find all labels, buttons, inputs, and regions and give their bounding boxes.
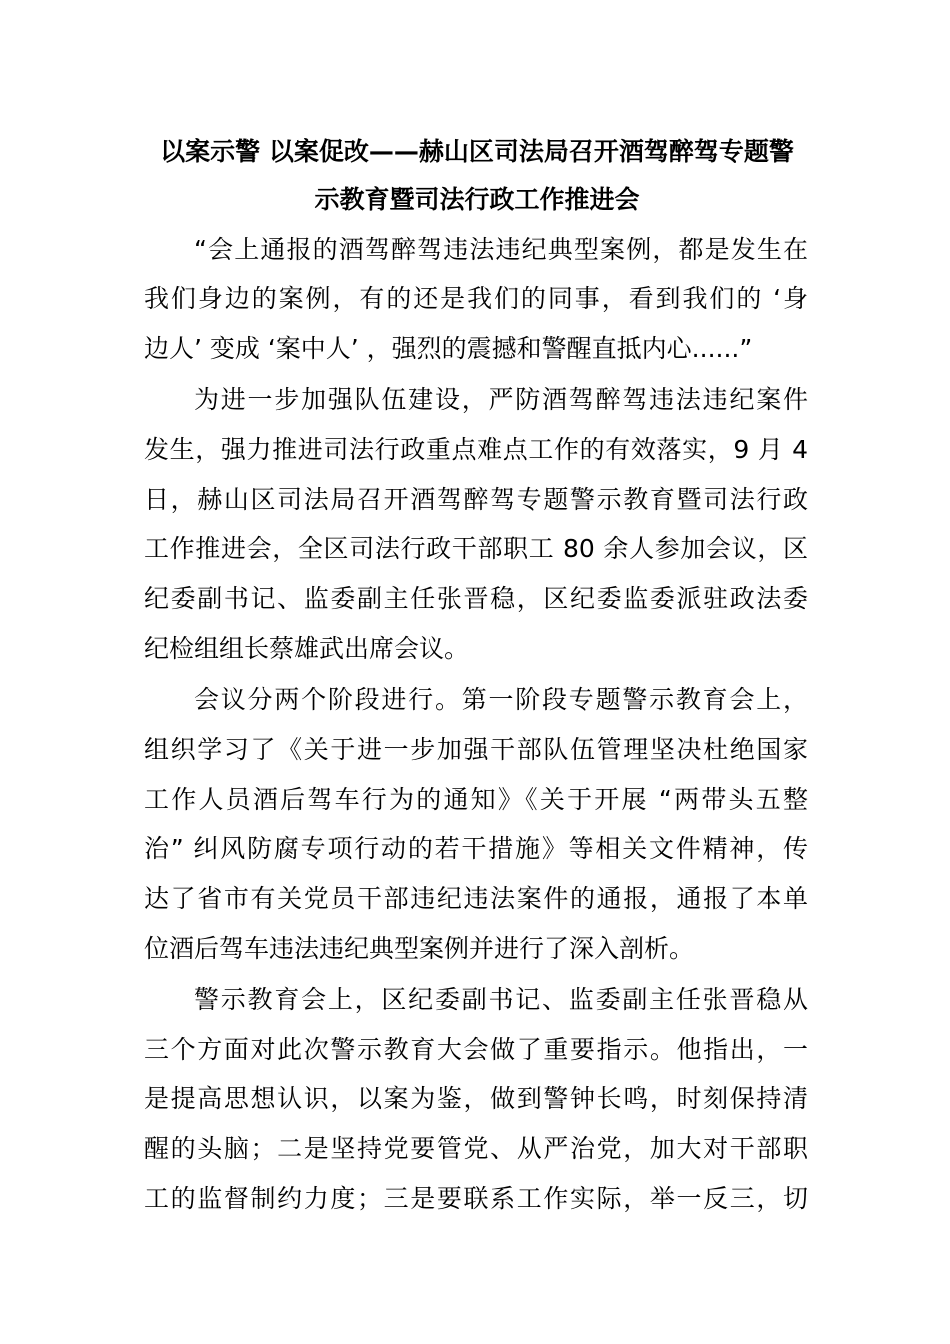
paragraph-1-line-2: 我们身边的案例，有的还是我们的同事，看到我们的 ‘身 <box>144 284 808 313</box>
paragraph-4-line-4: 醒的头脑；二是坚持党要管党、从严治党，加大对干部职 <box>144 1134 808 1163</box>
paragraph-4-line-2: 三个方面对此次警示教育大会做了重要指示。他指出，一 <box>144 1035 808 1064</box>
paragraph-2-line-5: 纪委副书记、监委副主任张晋稳，区纪委监委派驻政法委 <box>144 584 808 613</box>
paragraph-1-line-1: “会上通报的酒驾醉驾违法违纪典型案例，都是发生在 <box>194 235 808 264</box>
paragraph-3-line-6: 位酒后驾车违法违纪典型案例并进行了深入剖析。 <box>144 934 695 963</box>
paragraph-2-line-4: 工作推进会，全区司法行政干部职工 80 余人参加会议，区 <box>144 534 808 563</box>
document-title-line-2: 示教育暨司法行政工作推进会 <box>314 185 640 214</box>
paragraph-3-line-1: 会议分两个阶段进行。第一阶段专题警示教育会上， <box>194 685 808 714</box>
paragraph-4-line-3: 是提高思想认识，以案为鉴，做到警钟长鸣，时刻保持清 <box>144 1084 808 1113</box>
paragraph-3-line-5: 达了省市有关党员干部违纪违法案件的通报，通报了本单 <box>144 884 808 913</box>
paragraph-4-line-1: 警示教育会上，区纪委副书记、监委副主任张晋稳从 <box>194 985 808 1014</box>
paragraph-1-line-3: 边人’ 变成 ‘案中人’ ，强烈的震撼和警醒直抵内心......” <box>144 334 753 363</box>
paragraph-3-line-4: 治” 纠风防腐专项行动的若干措施》等相关文件精神，传 <box>144 834 808 863</box>
paragraph-3-line-2: 组织学习了《关于进一步加强干部队伍管理坚决杜绝国家 <box>144 735 808 764</box>
paragraph-2-line-2: 发生，强力推进司法行政重点难点工作的有效落实，9 月 4 <box>144 435 808 464</box>
paragraph-2-line-3: 日，赫山区司法局召开酒驾醉驾专题警示教育暨司法行政 <box>144 485 808 514</box>
paragraph-3-line-3: 工作人员酒后驾车行为的通知》《关于开展 “两带头五整 <box>144 785 808 814</box>
document-title-line-1: 以案示警 以案促改——赫山区司法局召开酒驾醉驾专题警 <box>160 137 794 166</box>
paragraph-4-line-5: 工的监督制约力度；三是要联系工作实际，举一反三，切 <box>144 1184 808 1213</box>
paragraph-2-line-6: 纪检组组长蔡雄武出席会议。 <box>144 634 470 663</box>
paragraph-2-line-1: 为进一步加强队伍建设，严防酒驾醉驾违法违纪案件 <box>194 385 808 414</box>
